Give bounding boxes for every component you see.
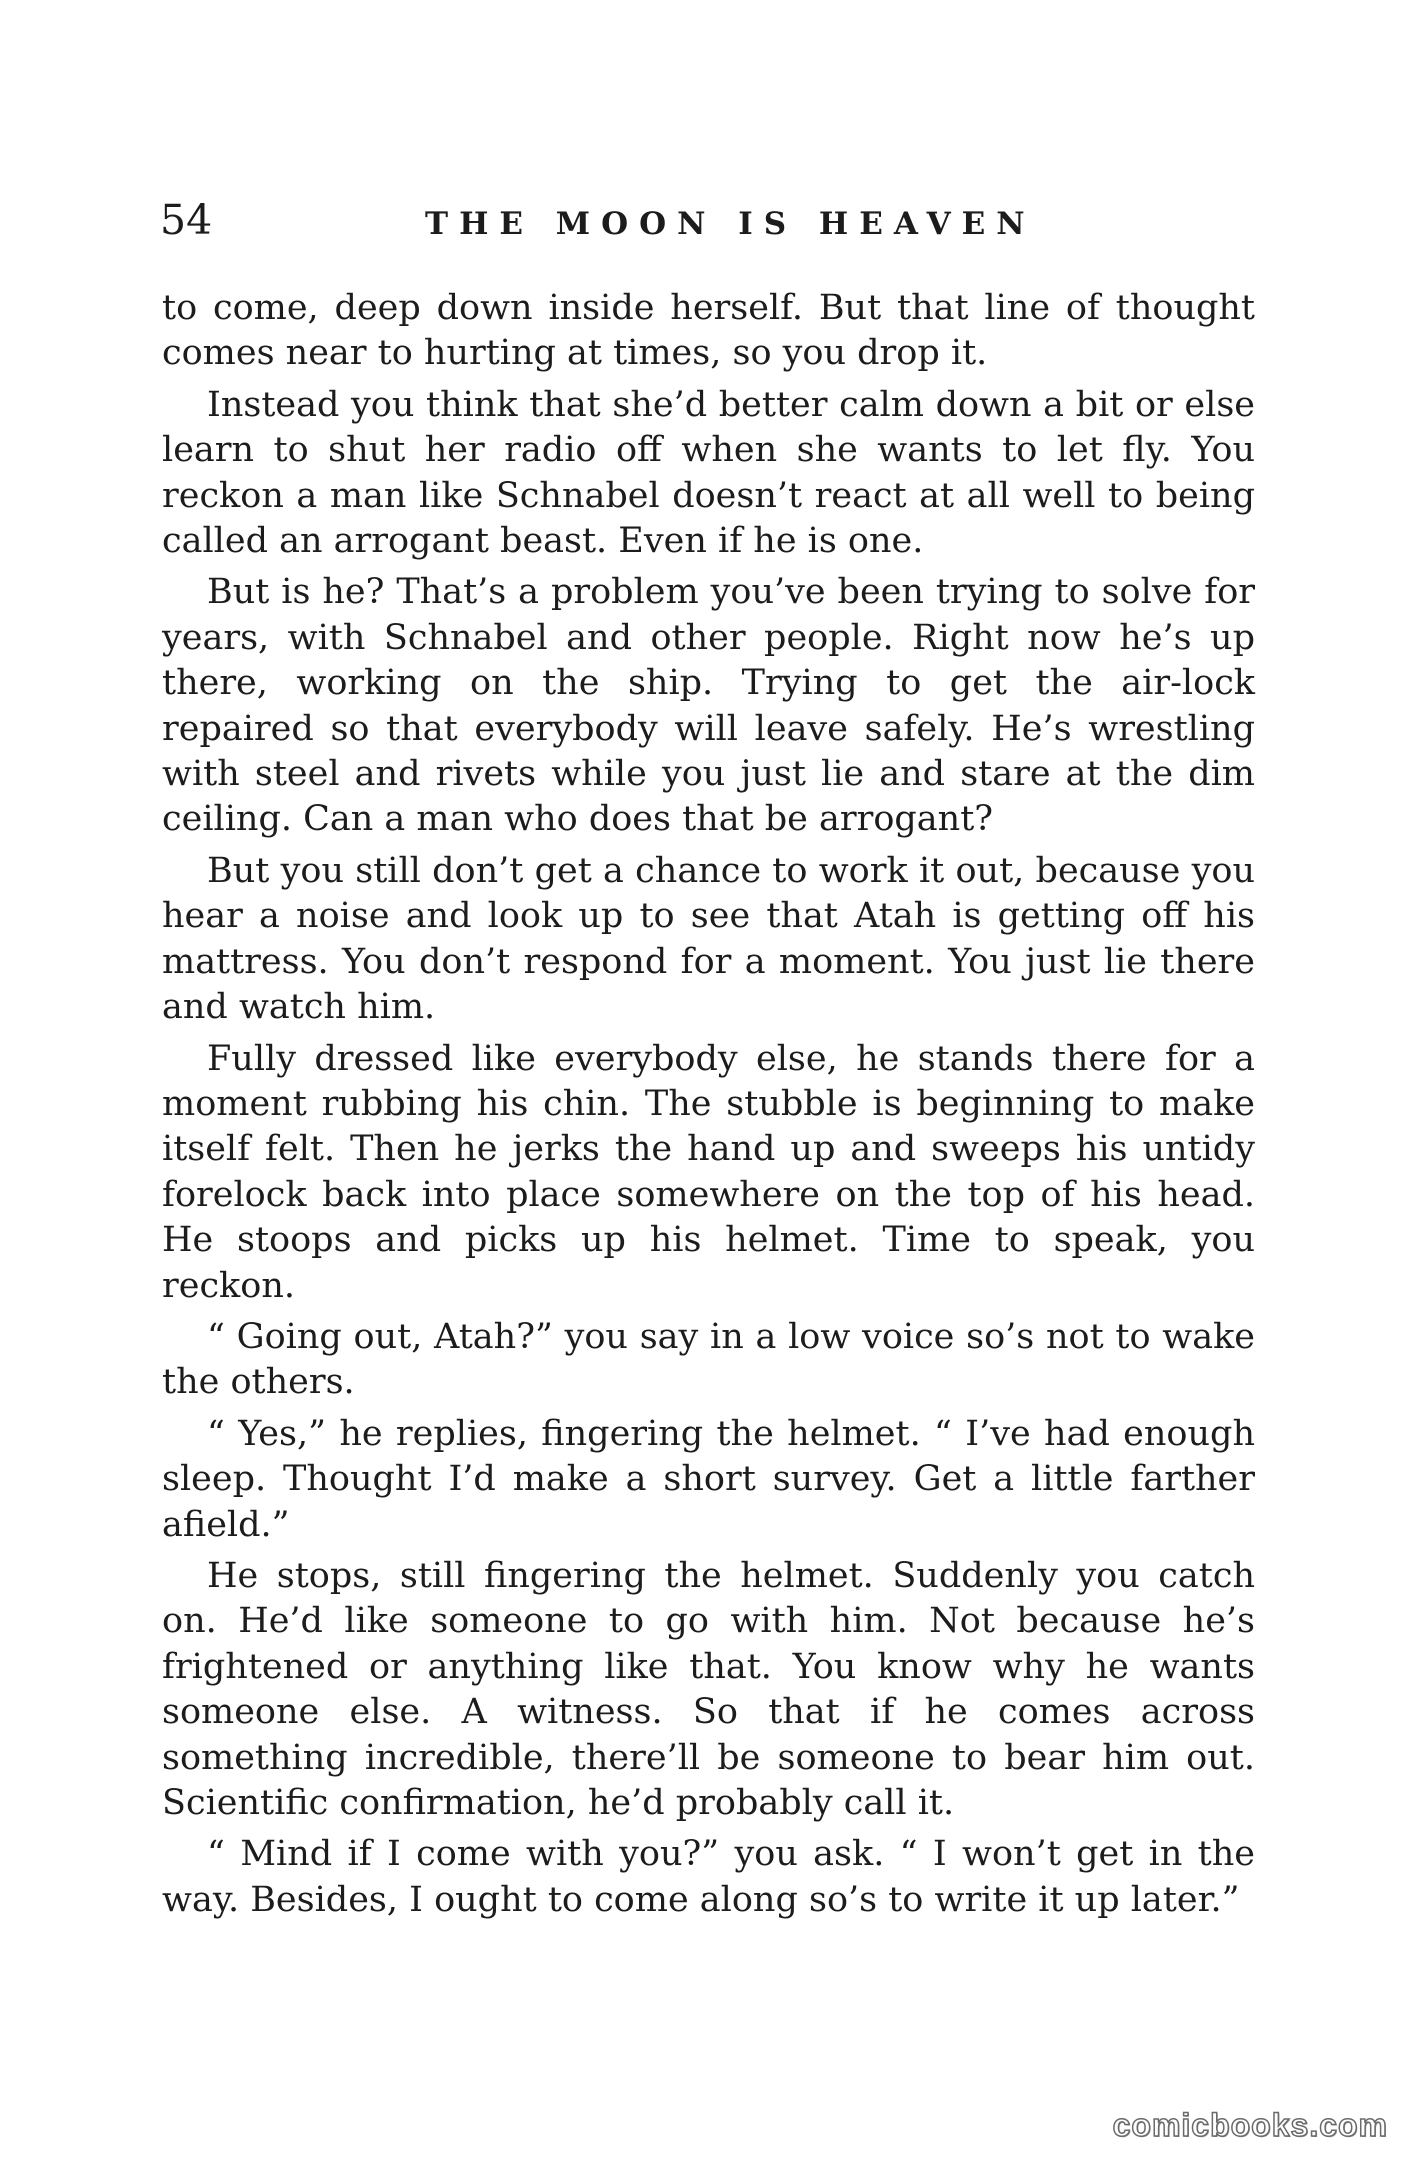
body-text: [162, 286, 1255, 1929]
running-title: THE MOON IS HEAVEN: [425, 206, 1036, 242]
paragraph: He stops, still fingering the helmet. Suddenly you catch on. He’d like someone to go with him. Not because he’s frightened or anything like that. You know why he wants someone else. A witness. So that if he comes across something incredible, there’ll be someone to bear him out. Scientific confirmation, he’d probably call it.: [162, 1555, 1255, 1823]
paragraph: Fully dressed like everybody else, he stands there for a moment rubbing his chin. The stubble is beginning to make itself felt. Then he jerks the hand up and sweeps his untidy forelock back into place somewhere on the top of his head. He stoops and picks up his helmet. Time to speak, you reckon.: [162, 1038, 1255, 1306]
paragraph-dialogue: “ Yes,” he replies, fingering the helmet. “ I’ve had enough sleep. Thought I’d make a short survey. Get a little farther afield.”: [162, 1413, 1255, 1545]
running-head: [160, 190, 1260, 250]
page-number: 54: [160, 196, 213, 244]
paragraph: But is he? That’s a problem you’ve been trying to solve for years, with Schnabel and other people. Right now he’s up there, working on the ship. Trying to get the air-lock repaired so that everybody will leave safely. He’s wrestling with steel and rivets while you just lie and stare at the dim ceiling. Can a man who does that be arrogant?: [162, 572, 1255, 840]
paragraph-continued: to come, deep down inside herself. But that line of thought comes near to hurting at times, so you drop it.: [162, 288, 1255, 374]
paragraph: But you still don’t get a chance to work it out, because you hear a noise and look up to see that Atah is getting off his mattress. You don’t respond for a moment. You just lie there and watch him.: [162, 850, 1255, 1028]
paragraph-dialogue: “ Going out, Atah?” you say in a low voice so’s not to wake the others.: [162, 1316, 1255, 1403]
paragraph: Instead you think that she’d better calm down a bit or else learn to shut her radio off when she wants to let fly. You reckon a man like Schnabel doesn’t react at all well to being called an arrogant beast. Even if he is one.: [162, 384, 1255, 562]
paragraph-dialogue: “ Mind if I come with you?” you ask. “ I won’t get in the way. Besides, I ought to come along so’s to write it up later.”: [162, 1834, 1255, 1920]
watermark-logo: comicbooks.com: [1112, 2107, 1388, 2143]
